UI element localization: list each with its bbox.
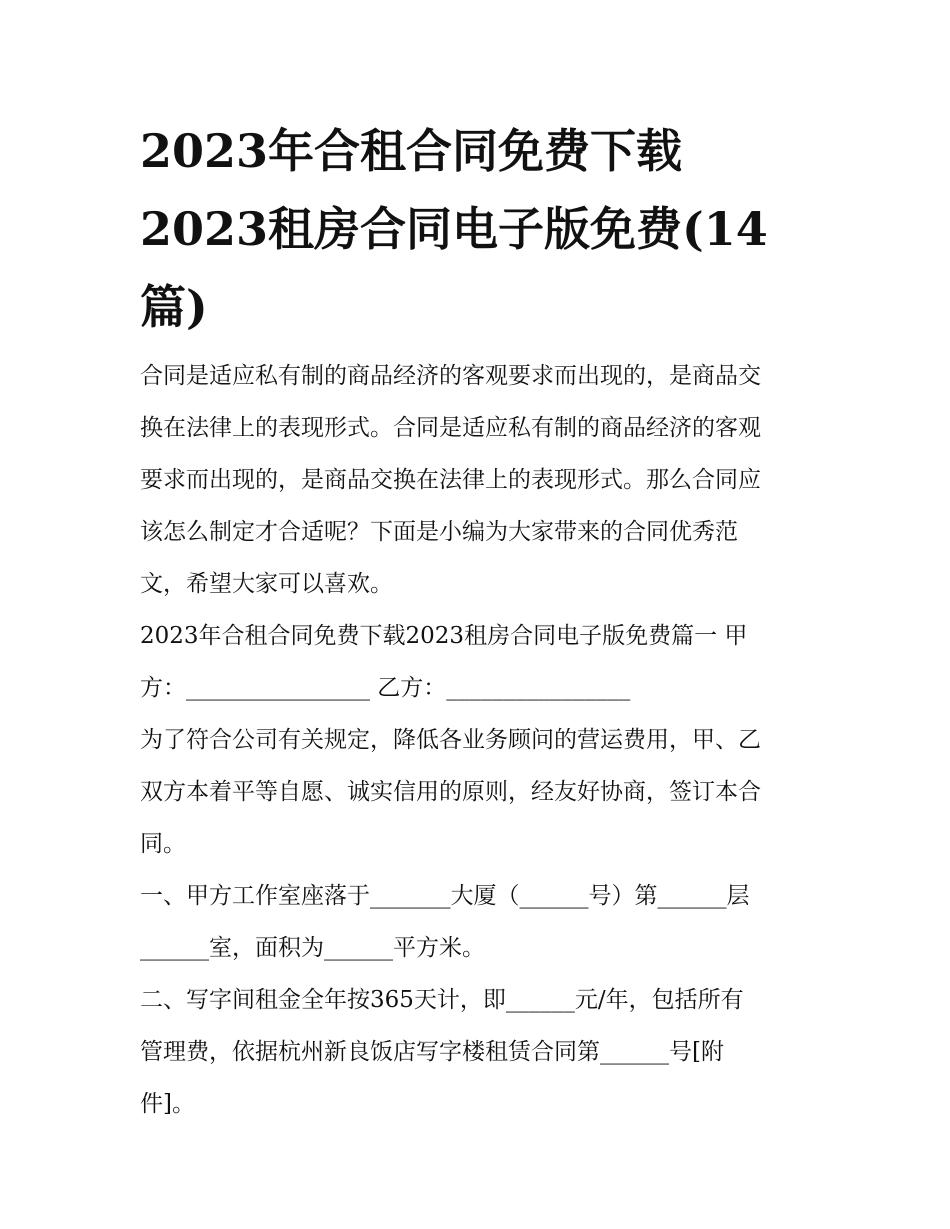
text-line: 要求而出现的，是商品交换在法律上的表现形式。那么合同应 [140, 467, 761, 493]
parties-line: 方：________________ 乙方：________________ [140, 675, 631, 701]
clause-one-paragraph [140, 870, 820, 974]
clause-two-paragraph [140, 974, 820, 1130]
text-line: 双方本着平等自愿、诚实信用的原则，经友好协商，签订本合 [140, 779, 761, 805]
text-line: 为了符合公司有关规定，降低各业务顾问的营运费用，甲、乙 [140, 727, 761, 753]
contract-heading-paragraph [140, 610, 820, 714]
text-line: 2023年合租合同免费下载2023租房合同电子版免费篇一 甲 [140, 623, 748, 649]
title-line-1: 2023年合租合同免费下载 [140, 124, 683, 178]
title-line-3: 篇) [140, 280, 208, 334]
document-title [140, 112, 820, 346]
text-line: 件]。 [140, 1091, 195, 1117]
text-line: 管理费，依据杭州新良饭店写字楼租赁合同第______号[附 [140, 1039, 724, 1065]
text-line: 一、甲方工作室座落于_______大厦（______号）第______层 [140, 883, 750, 909]
document-body [140, 350, 820, 1130]
text-line: 该怎么制定才合适呢？下面是小编为大家带来的合同优秀范 [140, 519, 738, 545]
title-line-2: 2023租房合同电子版免费(14 [140, 202, 768, 256]
intro-paragraph [140, 350, 820, 610]
text-line: 换在法律上的表现形式。合同是适应私有制的商品经济的客观 [140, 415, 761, 441]
text-line: 文，希望大家可以喜欢。 [140, 571, 393, 597]
text-line: 同。 [140, 831, 186, 857]
text-line: 二、写字间租金全年按365天计，即______元/年，包括所有 [140, 987, 744, 1013]
text-line: ______室，面积为______平方米。 [140, 935, 485, 961]
purpose-paragraph [140, 714, 820, 870]
text-line: 合同是适应私有制的商品经济的客观要求而出现的，是商品交 [140, 363, 761, 389]
